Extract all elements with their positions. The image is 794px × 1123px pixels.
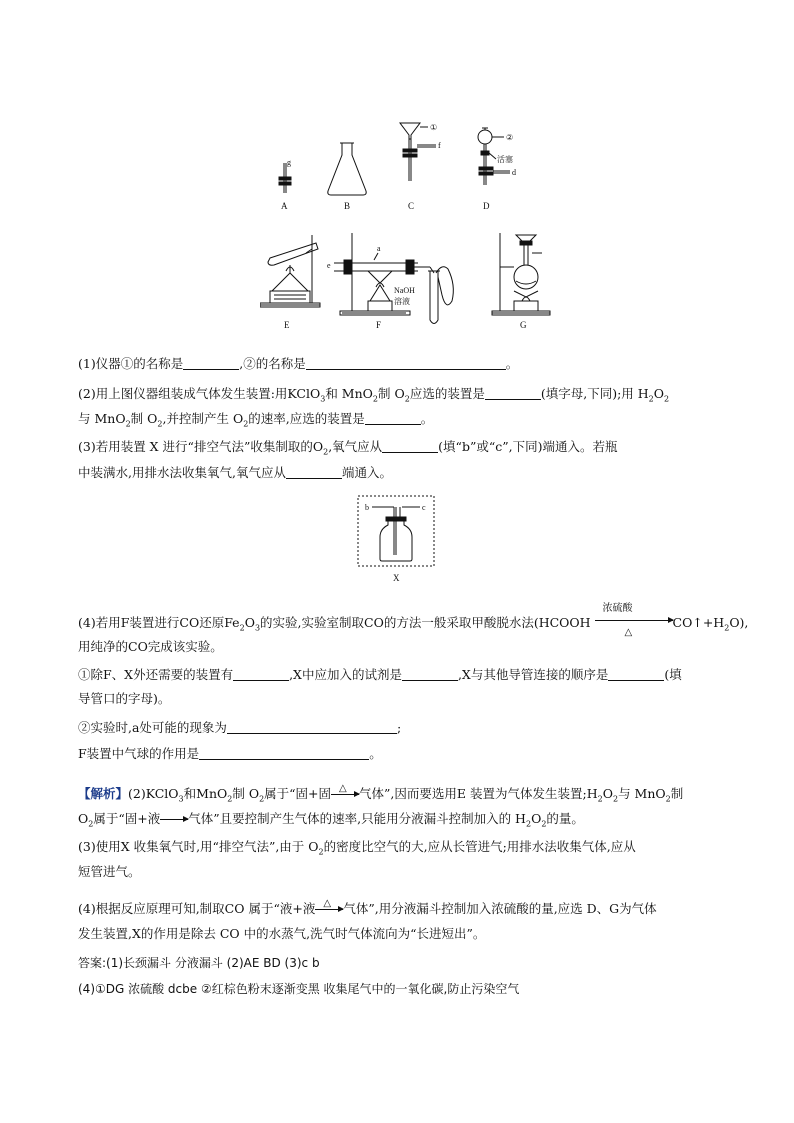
analysis-line-4: 短管进气。 <box>78 864 141 879</box>
q2-line-2: 与 MnO$_2$制 $O_2$,并控制产生 $O_2$的速率,应选的装置是 。 <box>78 411 434 429</box>
reaction-condition-arrow: 浓硫酸 △ <box>595 614 673 628</box>
q4-line-4: 导管口的字母)。 <box>78 691 171 706</box>
q4-blank-2[interactable] <box>402 667 458 681</box>
annot-solution: 溶液 <box>394 297 410 306</box>
annot-a: a <box>377 244 381 253</box>
annot-circle-2: ② <box>506 133 514 142</box>
answer-line-1: 答案:(1)长颈漏斗 分液漏斗 (2)AE BD (3)c b <box>78 956 320 970</box>
label-a: A <box>281 201 288 211</box>
reaction-arrow: △ <box>315 902 343 914</box>
label-d: D <box>483 201 490 211</box>
analysis-line-5: (4)根据反应原理可知,制取CO 属于“液+液 △ 气体”,用分液漏斗控制加入浓硫酸的量,应选 D、G为气体 <box>78 898 657 916</box>
q1-line: (1)仪器①的名称是 ,②的名称是 。 <box>78 356 519 371</box>
analysis-line-6: 发生装置,X的作用是除去 CO 中的水蒸气,洗气时气体流向为“长进短出”。 <box>78 926 486 941</box>
apparatus-f <box>334 233 453 324</box>
q1-blank-2[interactable] <box>306 356 506 370</box>
q4-blank-4[interactable] <box>227 720 397 734</box>
q4-line-3: ①除F、X外还需要的装置有 ,X中应加入的试剂是 ,X与其他导管连接的顺序是 (填 <box>78 667 682 682</box>
q4-blank-5[interactable] <box>199 746 369 760</box>
analysis-tag: 【解析】 <box>78 786 129 801</box>
q2-blank-2[interactable] <box>365 411 421 425</box>
q4-blank-1[interactable] <box>233 667 289 681</box>
q4-line-6: F装置中气球的作用是 。 <box>78 746 382 761</box>
x-annot-c: c <box>422 503 426 512</box>
annot-f: f <box>438 141 441 150</box>
label-b: B <box>344 201 351 211</box>
annot-naoh: NaOH <box>394 286 415 295</box>
apparatus-e <box>260 235 320 307</box>
q3-line-2: 中装满水,用排水法收集氧气,氧气应从 端通入。 <box>78 465 392 480</box>
q2-blank-1[interactable] <box>485 386 541 400</box>
q4-line-2: 用纯净的CO完成该实验。 <box>78 639 223 654</box>
reaction-arrow: △ <box>331 787 359 799</box>
q1-blank-1[interactable] <box>183 356 239 370</box>
label-e: E <box>284 320 290 330</box>
q4-line-1: (4)若用F装置进行CO还原$Fe_2O_3$的实验,实验室制取CO的方法一般采取甲酸脱水法(HCOOH 浓硫酸 △ $CO↑+H_2O$), <box>78 603 749 638</box>
q3-line-1: (3)若用装置 X 进行“排空气法”收集制取的$O_2$,氧气应从 (填“b”或“c”,下同)端通入。若瓶 <box>78 439 618 457</box>
apparatus-figure <box>260 115 570 330</box>
annot-circle-1: ① <box>430 123 438 132</box>
q4-line-5: ②实验时,a处可能的现象为 ; <box>78 720 402 735</box>
annot-stopcock: 活塞 <box>497 155 513 164</box>
label-g: G <box>520 320 527 330</box>
annot-d: d <box>512 168 516 177</box>
annot-g: g <box>287 158 291 167</box>
analysis-line-2: $O_2$属于“固+液 气体”且要控制产生气体的速率,只能用分液漏斗控制加入的 $H_2O_2$的量。 <box>78 811 584 829</box>
apparatus-x-figure <box>356 495 436 585</box>
label-f: F <box>376 320 382 330</box>
q3-blank-1[interactable] <box>382 439 438 453</box>
answer-line-2: (4)①DG 浓硫酸 dcbe ②红棕色粉末逐渐变黑 收集尾气中的一氧化碳,防止污染空气 <box>78 982 520 996</box>
q2-line-1: (2)用上图仪器组装成气体发生装置:用KClO$_3$和 MnO$_2$制 $O_2$应选的装置是 (填字母,下同);用 $H_2O_2$ <box>78 386 670 404</box>
annot-e: e <box>327 261 331 270</box>
analysis-line-1: 【解析】(2)KClO$_3$和MnO$_2$制 $O_2$属于“固+固 △ 气体”,因而要选用E 装置为气体发生装置$;H_2O_2$与 MnO$_2$制 <box>78 783 684 804</box>
apparatus-g <box>492 233 550 315</box>
q3-blank-2[interactable] <box>286 465 342 479</box>
label-c: C <box>408 201 415 211</box>
q4-blank-3[interactable] <box>608 667 664 681</box>
reaction-arrow <box>160 812 188 824</box>
analysis-line-3: (3)使用X 收集氧气时,用“排空气法”,由于 $O_2$的密度比空气的大,应从长管进气;用排水法收集气体,应从 <box>78 839 636 857</box>
apparatus-b <box>328 143 366 195</box>
label-x: X <box>393 573 400 583</box>
apparatus-a <box>279 163 291 193</box>
x-annot-b: b <box>365 503 369 512</box>
